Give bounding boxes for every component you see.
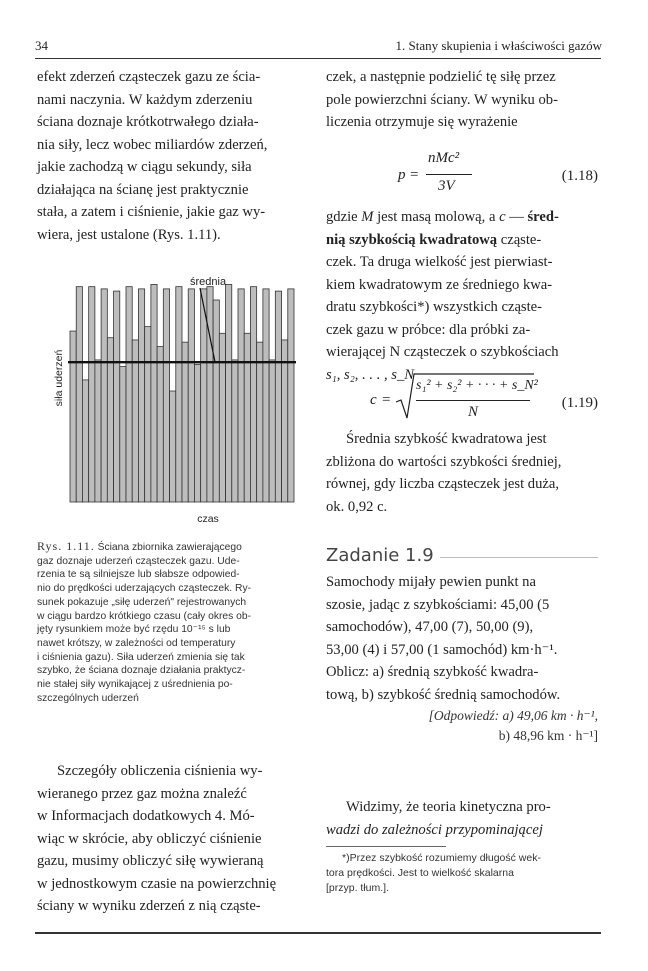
caption-line: w ciągu bardzo krótkiego czasu (cały okres ob- bbox=[37, 610, 252, 622]
caption-label: Rys. 1.11. bbox=[37, 539, 95, 553]
text-line: Widzimy, że teoria kinetyczna pro- bbox=[346, 799, 551, 815]
force-bar bbox=[101, 289, 107, 502]
text-line: Oblicz: a) średnią szybkość kwadra- bbox=[326, 664, 539, 680]
text-line: dratu szybkości*) wszystkich cząste- bbox=[326, 299, 542, 315]
exercise-title-rule bbox=[440, 557, 598, 558]
text-line: wieranego przez gaz można znaleźć bbox=[37, 785, 247, 802]
text-line: czek gazu w próbce: dla próbki za- bbox=[326, 321, 531, 338]
footnote bbox=[326, 851, 598, 896]
text-line: kiem kwadratowym ze średniego kwa- bbox=[326, 276, 553, 293]
bottom-rule bbox=[35, 932, 601, 934]
eq-fraction-bar bbox=[416, 400, 530, 401]
eq-lhs: c bbox=[370, 392, 377, 408]
force-bar bbox=[250, 287, 256, 502]
force-bar bbox=[163, 289, 169, 502]
mean-label: średnia bbox=[190, 276, 227, 288]
force-bar bbox=[157, 347, 163, 502]
eq-number-1-19: (1.19) bbox=[561, 395, 598, 411]
exercise-answer bbox=[326, 706, 598, 746]
chapter-title: 1. Stany skupienia i właściwości gazów bbox=[395, 38, 602, 53]
force-bar bbox=[70, 331, 76, 502]
eq-denominator: N bbox=[468, 404, 479, 420]
footnote-line: tora prędkości. Jest to wielkość skalarna bbox=[326, 867, 514, 879]
force-bar bbox=[151, 284, 157, 502]
caption-line: nio do prędkości uderzających cząsteczek. Ry- bbox=[37, 583, 252, 595]
text-line: działająca na ścianę jest praktycznie bbox=[37, 181, 249, 198]
equation-1-18 bbox=[398, 150, 488, 200]
force-bar bbox=[132, 340, 138, 502]
page-number: 34 bbox=[35, 38, 48, 53]
force-bar bbox=[138, 289, 144, 502]
exercise-title: Zadanie 1.9 bbox=[326, 545, 434, 566]
text-line: w jednostkowym czasie na powierzchnię bbox=[37, 875, 277, 892]
eq-lhs: p bbox=[398, 167, 406, 183]
text-line: gazu, musimy obliczyć siłę wywieraną bbox=[37, 853, 264, 869]
force-bar bbox=[226, 284, 232, 502]
answer-line: b) 48,96 km · h⁻¹] bbox=[498, 728, 598, 743]
force-bar bbox=[76, 287, 82, 502]
force-bars bbox=[70, 284, 294, 502]
eq-equals: = bbox=[382, 392, 391, 408]
eq-numerator: s₁² + s₂² + · · · + s_N² bbox=[416, 378, 538, 393]
force-bar bbox=[82, 380, 88, 502]
text-line: nią szybkością kwadratową cząste- bbox=[326, 231, 542, 248]
force-bar bbox=[257, 342, 263, 502]
details-paragraph bbox=[37, 760, 305, 918]
eq-equals: = bbox=[410, 167, 419, 183]
text-line: gdzie M jest masą molową, a c — śred- bbox=[326, 209, 559, 225]
continued-paragraph bbox=[326, 66, 598, 134]
intro-paragraph bbox=[37, 66, 305, 246]
text-line: tową, b) szybkość średnią samochodów. bbox=[326, 686, 561, 703]
text-line: ściana doznaje krótkotrwałego działa- bbox=[37, 114, 259, 130]
text-line: stała, a zatem i ciśnienie, jakie gaz wy- bbox=[37, 204, 266, 220]
text-line: s₁, s₂, . . . , s_N bbox=[326, 366, 414, 383]
force-bar bbox=[95, 360, 101, 502]
caption-line: sunek pokazuje „siłę uderzeń" rejestrowanych bbox=[37, 596, 247, 608]
closing-paragraph bbox=[326, 796, 598, 841]
footnote-line: [przyp. tłum.]. bbox=[326, 882, 390, 894]
caption-line: rzenia te są silniejsze lub słabsze odpowied- bbox=[37, 569, 240, 581]
text-line: wierającej N cząsteczek o szybkościach bbox=[326, 344, 559, 360]
caption-line: nie stałej siły wynikającej z uśrednienia po- bbox=[37, 679, 233, 691]
text-line: wadzi do zależności przypominającej bbox=[326, 821, 543, 838]
text-line: samochodów), 47,00 (7), 50,00 (9), bbox=[326, 619, 534, 635]
rms-paragraph bbox=[326, 428, 598, 518]
definition-paragraph bbox=[326, 206, 598, 386]
caption-line: nawet krótszy, w zależności od temperatury bbox=[37, 637, 236, 649]
caption-line: szczególnych uderzeń bbox=[37, 692, 139, 704]
caption-line: jęty rysunkiem może być rzędu 10⁻¹⁵ s lub bbox=[37, 624, 231, 636]
x-axis-label: czas bbox=[197, 513, 219, 525]
force-bar bbox=[201, 289, 207, 502]
eq-number-1-18: (1.18) bbox=[561, 168, 598, 184]
caption-line bbox=[37, 540, 303, 555]
footnote-line: *)Przez szybkość rozumiemy długość wek- bbox=[342, 852, 541, 864]
footnote-rule bbox=[326, 846, 446, 847]
text-line: czek. Ta druga wielkość jest pierwiast- bbox=[326, 254, 553, 270]
force-bar bbox=[238, 289, 244, 502]
text-line: wiąc w skrócie, aby obliczyć ciśnienie bbox=[37, 830, 262, 847]
force-bar bbox=[89, 287, 95, 502]
force-bar bbox=[188, 289, 194, 502]
force-bar bbox=[219, 333, 225, 502]
force-bar bbox=[194, 364, 200, 502]
force-bar bbox=[182, 342, 188, 502]
eq-denominator: 3V bbox=[438, 178, 455, 194]
caption-line: szybko, że ściana doznaje działania praktycz- bbox=[37, 665, 246, 677]
exercise-text bbox=[326, 571, 598, 706]
text-line: jakie zachodzą w ciągu sekundy, siła bbox=[37, 159, 252, 175]
equation-1-19 bbox=[370, 372, 540, 428]
force-bar bbox=[232, 360, 238, 502]
text-line: 53,00 (4) i 57,00 (1 samochód) km·h⁻¹. bbox=[326, 641, 558, 658]
force-bar bbox=[263, 289, 269, 502]
text-line: wiera, jest ustalone (Rys. 1.11). bbox=[37, 226, 221, 243]
text-line: równej, gdy liczba cząsteczek jest duża, bbox=[326, 476, 559, 492]
eq-fraction-bar bbox=[426, 174, 472, 175]
text-line: ok. 0,92 c. bbox=[326, 498, 388, 515]
text-line: Szczegóły obliczenia ciśnienia wy- bbox=[57, 763, 263, 779]
text-line: czek, a następnie podzielić tę siłę przez bbox=[326, 69, 556, 85]
text-line: ściany w wyniku zderzeń z nią cząste- bbox=[37, 898, 261, 914]
text-line: w Informacjach dodatkowych 4. Mó- bbox=[37, 808, 255, 824]
eq-numerator: nMc² bbox=[428, 150, 460, 166]
force-bar bbox=[269, 360, 275, 502]
y-axis-label: siła uderzeń bbox=[53, 349, 65, 407]
force-bar bbox=[114, 291, 120, 502]
text-line: zbliżona do wartości szybkości średniej, bbox=[326, 453, 562, 470]
text-line: liczenia otrzymuje się wyrażenie bbox=[326, 114, 518, 130]
text-line: pole powierzchni ściany. W wyniku ob- bbox=[326, 91, 558, 108]
force-bar bbox=[244, 333, 250, 502]
caption-line: gaz doznaje uderzeń cząsteczek gazu. Ude- bbox=[37, 555, 240, 567]
figure-caption bbox=[37, 540, 303, 705]
force-bar bbox=[288, 289, 294, 502]
force-bar bbox=[213, 300, 219, 502]
text-line: nia siły, lecz wobec miliardów zderzeń, bbox=[37, 136, 268, 153]
force-bar bbox=[207, 287, 213, 502]
text-line: efekt zderzeń cząsteczek gazu ze ścia- bbox=[37, 69, 261, 85]
force-bar bbox=[176, 287, 182, 502]
force-bar bbox=[120, 367, 126, 502]
caption-text: Ściana zbiornika zawierającego bbox=[97, 542, 242, 553]
text-line: szosie, jadąc z szybkościami: 45,00 (5 bbox=[326, 596, 550, 613]
force-bar bbox=[170, 391, 176, 502]
force-bar bbox=[275, 291, 281, 502]
answer-line: [Odpowiedź: a) 49,06 km · h⁻¹, bbox=[428, 708, 598, 723]
collision-force-figure bbox=[50, 266, 300, 528]
force-bar bbox=[282, 340, 288, 502]
caption-line: i ciśnienia gazu). Siła uderzeń zmienia się tak bbox=[37, 651, 245, 663]
text-line: Średnia szybkość kwadratowa jest bbox=[346, 431, 547, 447]
text-line: Samochody mijały pewien punkt na bbox=[326, 574, 536, 590]
header-rule bbox=[35, 58, 601, 59]
force-bar bbox=[145, 327, 151, 502]
text-line: nami naczynia. W każdym zderzeniu bbox=[37, 91, 253, 108]
force-bar bbox=[126, 287, 132, 502]
